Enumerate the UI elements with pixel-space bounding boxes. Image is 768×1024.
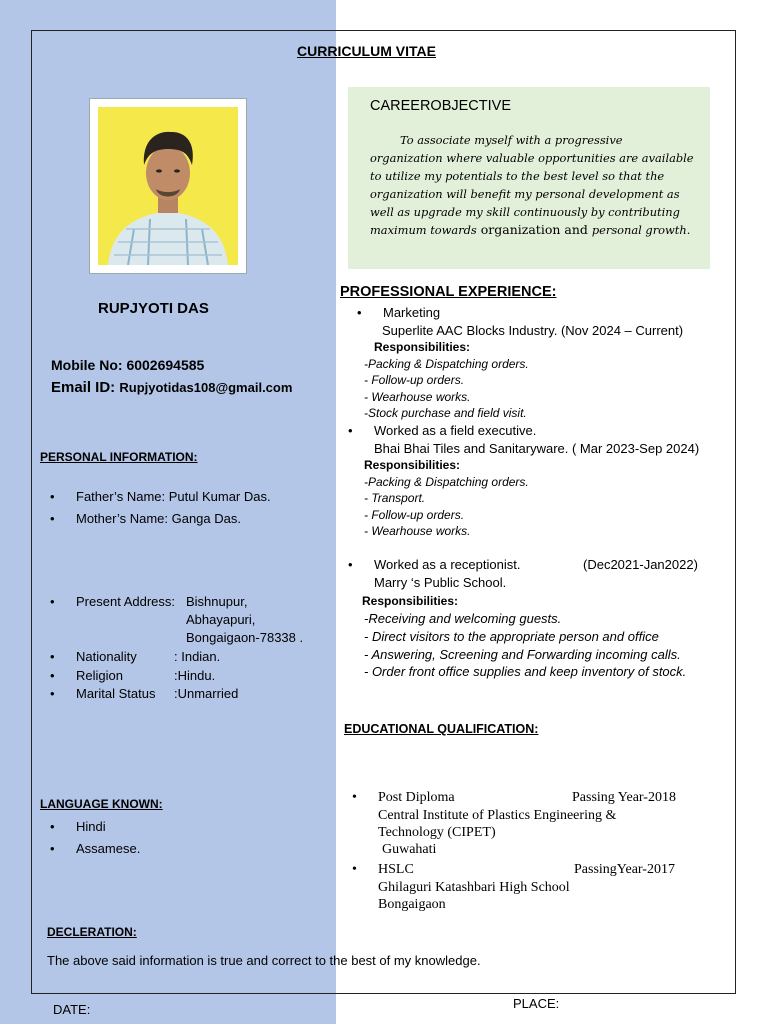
bullet-icon: •: [352, 862, 357, 877]
bullet-icon: •: [50, 594, 55, 609]
personal-info-heading: PERSONAL INFORMATION:: [40, 450, 198, 464]
nationality-value: : Indian.: [174, 649, 221, 664]
email-address: Rupjyotidas108@gmail.com: [119, 380, 293, 395]
duty-item: - Wearhouse works.: [364, 390, 471, 404]
bullet-icon: •: [50, 489, 55, 504]
father-name-item: • Father’s Name: Putul Kumar Das.: [50, 489, 271, 504]
job-role: • Worked as a receptionist.: [348, 557, 521, 572]
document-title: CURRICULUM VITAE: [297, 43, 436, 59]
place-label: PLACE:: [513, 996, 560, 1011]
language-item: • Assamese.: [50, 841, 141, 856]
career-objective-text: To associate myself with a progressive organization where valuable opportunities are available to utilize my potentials to the best level so that the organization will benefit my personal development as well as upgrade my skill continuously by contributing maximum towards organization and personal growth.: [370, 133, 694, 237]
declaration-heading: DECLERATION:: [47, 925, 137, 939]
mobile-line: [51, 357, 204, 373]
bullet-icon: •: [352, 790, 357, 805]
job-role: • Worked as a field executive.: [348, 423, 537, 438]
mobile-number: 6002694585: [126, 357, 205, 373]
career-objective-heading: CAREEROBJECTIVE: [370, 98, 511, 114]
bullet-icon: •: [50, 819, 55, 834]
duty-item: - Follow-up orders.: [364, 508, 465, 522]
declaration-text: The above said information is true and correct to the best of my knowledge.: [47, 953, 481, 968]
bullet-icon: •: [348, 423, 353, 438]
education-institute: Central Institute of Plastics Engineering &: [378, 808, 617, 823]
responsibilities-label: Responsibilities:: [374, 340, 471, 354]
language-item: • Hindi: [50, 819, 106, 834]
email-label: Email ID:: [51, 379, 116, 396]
education-heading: EDUCATIONAL QUALIFICATION:: [344, 722, 539, 736]
marital-status-item: • Marital Status: [50, 686, 156, 701]
job-role: • Marketing: [357, 305, 441, 320]
duty-item: -Packing & Dispatching orders.: [364, 357, 529, 371]
bullet-icon: •: [50, 511, 55, 526]
bullet-icon: •: [50, 686, 55, 701]
bullet-icon: •: [357, 305, 362, 320]
religion-item: • Religion: [50, 668, 123, 683]
mother-name-item: • Mother’s Name: Ganga Das.: [50, 511, 241, 526]
duty-item: -Packing & Dispatching orders.: [364, 475, 529, 489]
job-period: (Dec2021-Jan2022): [583, 557, 698, 572]
email-line: [51, 379, 292, 396]
bullet-icon: •: [50, 841, 55, 856]
duty-item: - Follow-up orders.: [364, 373, 465, 387]
duty-item: - Transport.: [364, 491, 426, 505]
education-degree: • Post Diploma: [352, 790, 455, 805]
address-line-1: Bishnupur,: [186, 594, 248, 609]
education-location: Bongaigaon: [378, 897, 446, 912]
language-heading: LANGUAGE KNOWN:: [40, 797, 163, 811]
duty-item: -Stock purchase and field visit.: [364, 406, 527, 420]
duty-item: - Answering, Screening and Forwarding incoming calls.: [364, 647, 681, 662]
job-company: Superlite AAC Blocks Industry. (Nov 2024 – Current): [382, 323, 684, 338]
duty-item: - Wearhouse works.: [364, 524, 471, 538]
mobile-label: Mobile No:: [51, 357, 123, 373]
marital-status-value: :Unmarried: [174, 686, 239, 701]
career-objective-box: [348, 87, 710, 269]
candidate-name: RUPJYOTI DAS: [98, 300, 209, 317]
bullet-icon: •: [50, 649, 55, 664]
education-degree: • HSLC: [352, 862, 414, 877]
address-line-2: Abhayapuri,: [186, 612, 256, 627]
duty-item: -Receiving and welcoming guests.: [364, 611, 562, 626]
job-company: Bhai Bhai Tiles and Sanitaryware. ( Mar 2023-Sep 2024): [374, 441, 700, 456]
nationality-item: • Nationality: [50, 649, 137, 664]
professional-experience-heading: PROFESSIONAL EXPERIENCE:: [340, 284, 557, 300]
date-label: DATE:: [53, 1002, 91, 1017]
education-year: PassingYear-2017: [574, 862, 675, 877]
religion-value: :Hindu.: [174, 668, 216, 683]
duty-item: - Order front office supplies and keep inventory of stock.: [364, 664, 687, 679]
profile-photo: [89, 98, 247, 274]
education-year: Passing Year-2018: [572, 790, 676, 805]
job-company: Marry ‘s Public School.: [374, 575, 507, 590]
education-location: Guwahati: [382, 842, 437, 857]
address-item: • Present Address:: [50, 594, 175, 609]
responsibilities-label: Responsibilities:: [364, 458, 461, 472]
education-institute: Technology (CIPET): [378, 825, 496, 840]
address-line-3: Bongaigaon-78338 .: [186, 630, 304, 645]
education-institute: Ghilaguri Katashbari High School: [378, 880, 570, 895]
responsibilities-label: Responsibilities:: [362, 594, 459, 608]
bullet-icon: •: [348, 557, 353, 572]
duty-item: - Direct visitors to the appropriate person and office: [364, 629, 659, 644]
bullet-icon: •: [50, 668, 55, 683]
person-portrait-image: [98, 107, 238, 265]
